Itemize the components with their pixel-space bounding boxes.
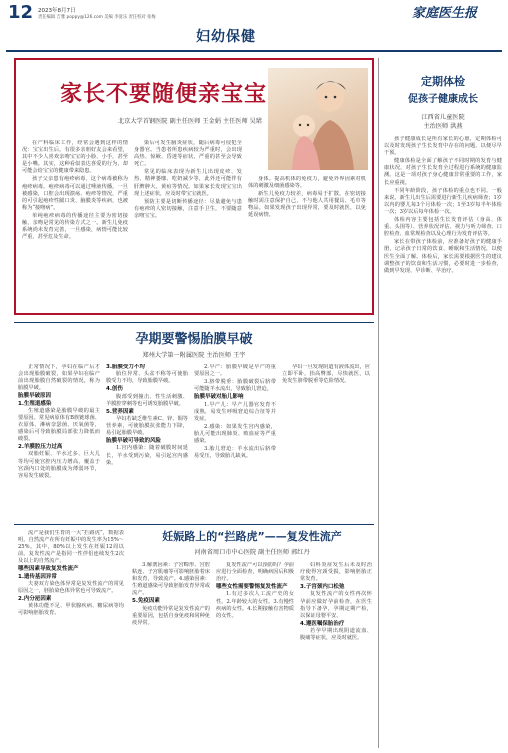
middle-col-2	[106, 364, 188, 514]
bottom-col-1	[18, 530, 124, 748]
middle-col-3	[194, 364, 276, 514]
middle-text-10: 2.感染：如果发生宫内感染，胎儿可能出现肺炎、败血症等严重感染。	[194, 423, 276, 445]
lead-article-title: 家长不要随便亲宝宝	[60, 82, 268, 107]
lead-col-2	[134, 140, 242, 310]
right-p4: 体检内容主要包括生长发育评估（身高、体重、头围等）、营养状况评估、视力与听力筛查、口腔检查、血常规检查以及心理行为发育评估等。	[384, 217, 502, 238]
page-number: 12	[8, 2, 34, 23]
bottom-head-causes: 哪些因素导致复发性流产	[18, 566, 79, 573]
bottom-text-3: 3.解剖因素：子宫畸形、宫腔粘连、子宫肌瘤等可影响胚胎着床和发育，导致流产。4.感染因素：生殖道感染可导致胚胎发育异常或流产。	[132, 562, 210, 597]
middle-article-title: 孕期要警惕胎膜早破	[135, 332, 253, 347]
right-article-byline-2: 主治医师 洪燕	[423, 123, 463, 130]
middle-sub-2: 2.羊膜腔压力过高	[18, 444, 63, 451]
lead-col3-p1: 身体。提高机体的免疫力，避免外界因素对机体的刺激及细菌感染等。	[248, 176, 366, 190]
middle-head-causes: 胎膜早破原因	[18, 393, 52, 400]
right-p3: 不同年龄阶段，孩子体检的重点也不同。一般来说，新生儿出生后需要进行新生儿疾病筛查；1岁以内的婴儿每3个月体检一次；1至3岁每半年体检一次；3岁以后每年体检一次。	[384, 187, 502, 215]
right-article-byline-1: 江西省儿童医院	[421, 114, 465, 121]
bottom-sub-4: 3.子宫颈内口松弛	[300, 584, 345, 591]
lead-col-3	[248, 176, 366, 310]
middle-text-9: 1.早产儿：早产儿器官发育不成熟，易发生呼吸窘迫综合征等并发症。	[194, 401, 276, 422]
middle-text-3: 胎位异常、头盆不称等可使胎膜受力不均，导致胎膜早破。	[106, 371, 188, 385]
lead-col1-p3: 单纯疱疹病毒的传播途径主要为密切接触，亲吻是常见的传染方式之一。新生儿免疫系统尚未发育完善，一旦感染，病情可能比较严重，甚至危及生命。	[22, 212, 128, 241]
middle-head-risks: 胎膜早破可导致的风险	[106, 438, 162, 445]
middle-text-1: 生殖道感染是胎膜早破的最主要原因。常见病原体有B族链球菌、衣原体、淋病奈瑟菌、厌氧菌等，感染后可导致胎膜局部张力降低而破裂。	[18, 407, 100, 443]
lead-col2-p3: 预防主要是切断传播途径：尽量避免与患有疱疹的人密切接触，注意手卫生，不要随意亲吻宝宝。	[134, 198, 242, 219]
right-article-subtitle: 促孩子健康成长	[408, 94, 478, 105]
bottom-sub-3: 5.免疫因素	[132, 598, 160, 605]
middle-text-4: 腹部受到撞击、性生活刺激、羊膜腔穿刺等也可诱发胎膜早破。	[106, 393, 188, 407]
bottom-sub-2: 2.内分泌因素	[18, 596, 52, 603]
bottom-text-2: 黄体功能不足、甲状腺疾病、糖尿病等均可影响胚胎发育。	[18, 603, 124, 617]
middle-text-5: 孕妇若缺乏维生素C、锌、铜等营养素，可使胎膜抗张能力下降，易引起胎膜早破。	[106, 415, 188, 437]
middle-sub-1: 1.生殖道感染	[18, 400, 52, 407]
middle-text-2: 双胎妊娠、羊水过多、巨大儿等均可使宫腔内压力增高，覆盖于宫颈内口处的胎膜成为薄弱环节，容易发生破裂。	[18, 451, 100, 479]
lead-article-byline: 北京大学首钢医院 副主任医师 王金娟 主任医师 吴珺	[118, 118, 262, 125]
middle-text-11: 3.胎儿窘迫：羊水流出后脐带易受压，导致胎儿缺氧。	[194, 446, 276, 460]
bottom-col-2	[132, 562, 210, 748]
right-p5: 家长在带孩子体检前，应准备好孩子的健康手册，记录孩子日常的饮食、睡眠和生活情况，以便医生全面了解。体检后，家长需要根据医生的建议调整孩子的饮食和生活习惯，必要时进一步检查，做到早发现、早诊断、早治疗。	[384, 239, 502, 274]
middle-sub-3: 3.胎膜受力不均	[106, 364, 145, 370]
bottom-text-8: 复发性流产的女性再次怀孕前应做好孕前检查，在医生指导下备孕，孕期定期产检，以保证母婴平安。	[300, 591, 372, 619]
right-article-body	[384, 136, 502, 748]
bottom-article-title: 妊娠路上的“拦路虎”——复发性流产	[162, 530, 342, 543]
bottom-text-1: 夫妻双方染色体异常是复发性流产的常见原因之一，胚胎染色体异常也可导致流产。	[18, 580, 124, 594]
bottom-text-7: 妇科炎症发生后未及时治疗使得宫颈受损，影响胚胎正常发育。	[300, 562, 372, 583]
lead-col2-p2: 常见的临床表现为新生儿出现皮疹、发热、精神萎靡、吃奶减少等，此外还可能伴有肝脾肿大、黄疸等情况。如果家长发现宝宝出现上述症状，应及时带宝宝就医。	[134, 169, 242, 197]
lead-col2-p1: 染后可发生脑炎症状，随后病毒可侵犯全身器官。当患者所患疾病较为严重时，会出现高热、惊厥、昏迷等症状，严重的甚至会导致死亡。	[134, 140, 242, 168]
middle-sub-4: 4.创伤	[106, 386, 123, 393]
middle-text-8: 3.脐带脱垂：胎膜破裂后脐带可能随羊水流出，导致胎儿窘迫。	[194, 379, 276, 393]
bottom-col-3	[216, 562, 294, 748]
bottom-top-rule	[14, 524, 374, 525]
masthead-logo: 家庭医生报	[412, 6, 478, 21]
bottom-article-byline: 河南省周口市中心医院 副主任医师 郭红丹	[194, 549, 310, 556]
bottom-head-who: 哪些女性需要警惕复发性流产	[216, 584, 288, 591]
lead-photo	[268, 68, 368, 170]
middle-top-rule	[14, 322, 374, 323]
bottom-text-9: 若孕早期出现阴道流血、腹痛等症状，应及时就医。	[300, 628, 372, 642]
bottom-text-4: 免疫功能异常是复发性流产的重要原因，包括自身免疫和同种免疫异常。	[132, 605, 210, 626]
middle-sub-5: 5.营养因素	[106, 408, 134, 415]
right-p1: 孩子健康成长是所有家长的心愿，定期体检可以及时发现孩子生长发育中存在的问题，以便尽早干预。	[384, 136, 502, 157]
bottom-col-4	[300, 562, 372, 748]
section-title: 妇幼保健	[196, 29, 256, 45]
lead-col1-p1: 在产科临床工作，经常会遇到这样的情况：宝宝出生后，有很多亲朋好友会来看望，其中不少人喜欢亲吻宝宝的小脸、小手，甚至是小嘴。其实，这种看似表达喜爱的行为，却可能会给宝宝的健康带来隐患。	[22, 140, 128, 175]
right-col-divider	[378, 58, 379, 748]
parent-baby-illustration	[268, 68, 368, 170]
right-p2: 健康体检是全面了解孩子不同时期的发育与健康状况，对孩子生长发育全过程进行系统的健康监测。这是一项对孩子身心健康非常重要的工作，家长应重视。	[384, 158, 502, 186]
middle-col-4	[282, 364, 370, 514]
middle-col-1	[18, 364, 100, 514]
middle-intro: 正常情况下，孕妇在临产后才会出现胎膜破裂，如果孕妇在临产前出现胎膜自然破裂的情况，称为胎膜早破。	[18, 364, 100, 392]
middle-head-fetus: 胎膜早破对胎儿影响	[194, 394, 244, 401]
middle-article-byline: 郑州大学第一附属医院 主治医师 王宇	[142, 352, 246, 359]
lead-col3-p2: 新生儿免疫力较差，病毒易于扩散，在密切接触时需注意保护自己，不与他人共用餐具、毛巾等物品。如果发现孩子出现异常，要及时就医，以免延误病情。	[248, 191, 366, 219]
lead-col-1	[22, 140, 128, 310]
bottom-text-6: 1.有过多次人工流产史的女性。2.年龄较大的女性。3.有慢性疾病的女性。4.长期接触有害物质的女性。	[216, 591, 294, 619]
header-rule	[6, 50, 502, 52]
bottom-sub-5: 4.遵医嘱保胎治疗	[300, 620, 345, 627]
middle-text-12: 孕妇一旦发现阴道有液体流出，应立即平卧，抬高臀部，尽快就医，以免发生脐带脱垂等危险情况。	[282, 364, 370, 385]
bottom-text-5: 复发性流产可以预防吗？孕前应进行全面检查，明确病因后积极治疗。	[216, 562, 294, 583]
lead-col1-p2: 孩子父亲患有疱疹病毒，这个病毒被称为疱疹病毒。疱疹病毒可以通过唾液传播，一旦被感染，口腔会出现溃疡、疱疹等情况，严重的可引起疱疹性龈口炎、脑膜炎等疾病，也被称为“接吻病”。	[22, 176, 128, 211]
header-date: 2023年8月7日	[38, 8, 76, 14]
bottom-sub-1: 1.遗传基因异常	[18, 573, 57, 580]
middle-text-7: 2.早产：胎膜早破是早产的重要原因之一。	[194, 364, 276, 378]
middle-text-6: 1.宫内感染：随着破膜时间延长，羊水受到污染，易引起宫内感染。	[106, 445, 188, 466]
right-article-title: 定期体检	[421, 75, 465, 88]
bottom-intro: 流产是我们生育的一大“拦路虎”，数据表明，自然流产在所有妊娠中的发生率为15%～25%。其中，80%以上发生在妊娠12周以前。复发性流产是指同一性伴侣连续发生2次及以上的自然流产。	[18, 530, 124, 565]
header-editors: 责任编辑 吉雅 poppy@126.com 美编 李爱乐 责任校对 张梅	[38, 15, 156, 20]
